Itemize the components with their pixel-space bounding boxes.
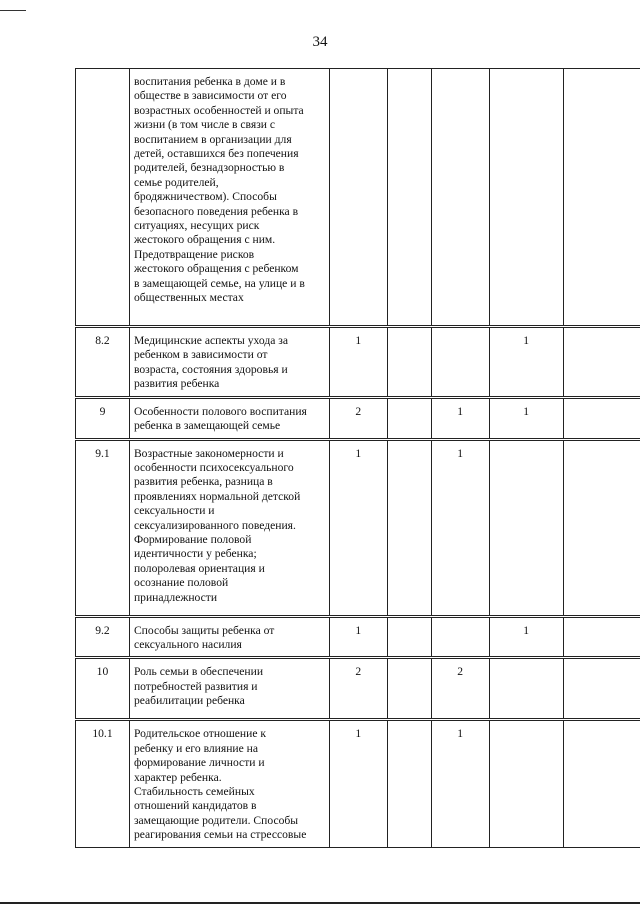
table-row [76, 69, 640, 327]
topic-title-cell: Медицинские аспекты ухода за ребенком в зависимости от возраста, состояния здоровья и развития ребенка [129, 327, 329, 398]
hours-col2-cell [431, 69, 489, 327]
hours-col1-cell [387, 616, 431, 658]
topic-title-cell: Роль семьи в обеспечении потребностей развития и реабилитации ребенка [129, 658, 329, 720]
hours-col3-cell [489, 658, 563, 720]
empty-last-cell [563, 616, 640, 658]
hours-col3-cell: 1 [489, 327, 563, 398]
row-number-cell: 9.2 [76, 616, 130, 658]
hours-col3-cell [489, 69, 563, 327]
topic-title-cell: Особенности полового воспитания ребенка в замещающей семье [129, 397, 329, 439]
curriculum-table [75, 68, 640, 848]
hours-col3-cell: 1 [489, 616, 563, 658]
hours-total-cell: 2 [329, 397, 387, 439]
hours-total-cell: 2 [329, 658, 387, 720]
row-number-cell [76, 69, 130, 327]
hours-col2-cell: 2 [431, 658, 489, 720]
hours-col2-cell [431, 327, 489, 398]
hours-total-cell [329, 69, 387, 327]
topic-title-cell: Возрастные закономерности и особенности психосексуального развития ребенка, разница в проявлениях нормальной детской сексуальности и сексуализированного поведения. Формирование половой идентичности у ребенка; полоролевая ориентация и осознание половой принадлежности [129, 439, 329, 616]
hours-col1-cell [387, 658, 431, 720]
hours-col1-cell [387, 439, 431, 616]
empty-last-cell [563, 439, 640, 616]
hours-col1-cell [387, 327, 431, 398]
table-row [76, 720, 640, 847]
row-number-cell: 9.1 [76, 439, 130, 616]
page-number: 34 [312, 34, 328, 50]
empty-last-cell [563, 397, 640, 439]
empty-last-cell [563, 658, 640, 720]
table-row [76, 439, 640, 616]
hours-total-cell: 1 [329, 720, 387, 847]
hours-total-cell: 1 [329, 616, 387, 658]
hours-col3-cell: 1 [489, 397, 563, 439]
row-number-cell: 10 [76, 658, 130, 720]
empty-last-cell [563, 720, 640, 847]
table-row [76, 397, 640, 439]
empty-last-cell [563, 69, 640, 327]
hours-total-cell: 1 [329, 439, 387, 616]
row-number-cell: 9 [76, 397, 130, 439]
topic-title-cell: Способы защиты ребенка от сексуального насилия [129, 616, 329, 658]
table-row [76, 616, 640, 658]
hours-col1-cell [387, 720, 431, 847]
topic-title-cell: воспитания ребенка в доме и в обществе в зависимости от его возрастных особенностей и опыта жизни (в том числе в связи с воспитанием в организации для детей, оставшихся без попечения родителей, безнадзорностью в семье родителей, бродяжничеством). Способы безопасного поведения ребенка в ситуациях, несущих риск жестокого обращения с ним. Предотвращение рисков жестокого обращения с ребенком в замещающей семье, на улице и в общественных местах [129, 69, 329, 327]
row-number-cell: 10.1 [76, 720, 130, 847]
topic-title-cell: Родительское отношение к ребенку и его влияние на формирование личности и характер ребенка. Стабильность семейных отношений кандидатов в замещающие родители. Способы реагирования семьи на стрессовые [129, 720, 329, 847]
hours-col2-cell: 1 [431, 439, 489, 616]
hours-col3-cell [489, 720, 563, 847]
hours-col2-cell [431, 616, 489, 658]
empty-last-cell [563, 327, 640, 398]
hours-col1-cell [387, 69, 431, 327]
hours-col1-cell [387, 397, 431, 439]
hours-col2-cell: 1 [431, 397, 489, 439]
scan-bottom-edge [0, 902, 640, 904]
hours-total-cell: 1 [329, 327, 387, 398]
row-number-cell: 8.2 [76, 327, 130, 398]
hours-col3-cell [489, 439, 563, 616]
table-row [76, 658, 640, 720]
table-row [76, 327, 640, 398]
hours-col2-cell: 1 [431, 720, 489, 847]
scan-corner-mark [0, 10, 26, 11]
